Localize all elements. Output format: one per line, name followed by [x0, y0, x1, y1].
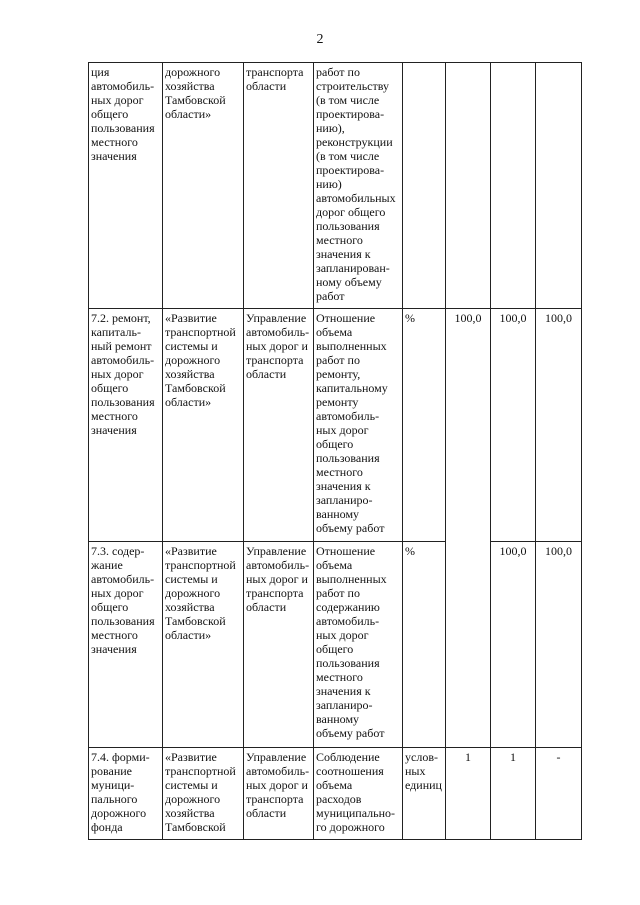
table-row	[89, 63, 582, 309]
page-number: 2	[316, 32, 324, 47]
value1-cell: 1	[446, 748, 491, 840]
program-cell: «Развитие транспортной системы и дорожного хозяйства Тамбовской области»	[163, 309, 244, 542]
value2-cell: 1	[491, 748, 536, 840]
indicator-cell: 7.3. содер- жание автомобиль- ных дорог общего пользования местного значения	[89, 542, 163, 748]
description-cell: Отношение объема выполненных работ по ремонту, капитальному ремонту автомобиль- ных дорог общего пользования местного значения к запланиро- ванному объему работ	[314, 309, 403, 542]
program-cell: «Развитие транспортной системы и дорожного хозяйства Тамбовской	[163, 748, 244, 840]
executor-cell: Управление автомобиль- ных дорог и транспорта области	[244, 748, 314, 840]
indicator-cell: 7.4. форми- рование муници- пального дорожного фонда	[89, 748, 163, 840]
value3-cell	[536, 63, 582, 309]
value1-cell	[446, 63, 491, 309]
description-cell: работ по строительству (в том числе проектирова- нию), реконструкции (в том числе проектирова- нию) автомобильных дорог общего пользования местного значения к запланирован- ному объему работ	[314, 63, 403, 309]
value2-cell	[491, 63, 536, 309]
description-cell: Отношение объема выполненных работ по содержанию автомобиль- ных дорог общего пользования местного значения к запланиро- ванному объему работ	[314, 542, 403, 748]
table-row	[89, 542, 582, 748]
unit-cell	[403, 63, 446, 309]
value3-cell: 100,0	[536, 542, 582, 748]
executor-cell: Управление автомобиль- ных дорог и транспорта области	[244, 309, 314, 542]
value1-merged-cell: 100,0	[446, 309, 491, 748]
indicators-table	[88, 62, 582, 840]
program-cell: дорожного хозяйства Тамбовской области»	[163, 63, 244, 309]
table-row	[89, 309, 582, 542]
indicator-cell: 7.2. ремонт, капиталь- ный ремонт автомобиль- ных дорог общего пользования местного значения	[89, 309, 163, 542]
table-row	[89, 748, 582, 840]
unit-cell: %	[403, 309, 446, 542]
value3-cell: -	[536, 748, 582, 840]
indicator-cell: ция автомобиль- ных дорог общего пользования местного значения	[89, 63, 163, 309]
executor-cell: Управление автомобиль- ных дорог и транспорта области	[244, 542, 314, 748]
value2-cell: 100,0	[491, 309, 536, 542]
unit-cell: %	[403, 542, 446, 748]
value3-cell: 100,0	[536, 309, 582, 542]
description-cell: Соблюдение соотношения объема расходов муниципально- го дорожного	[314, 748, 403, 840]
value2-cell: 100,0	[491, 542, 536, 748]
unit-cell: услов- ных единиц	[403, 748, 446, 840]
program-cell: «Развитие транспортной системы и дорожного хозяйства Тамбовской области»	[163, 542, 244, 748]
executor-cell: транспорта области	[244, 63, 314, 309]
